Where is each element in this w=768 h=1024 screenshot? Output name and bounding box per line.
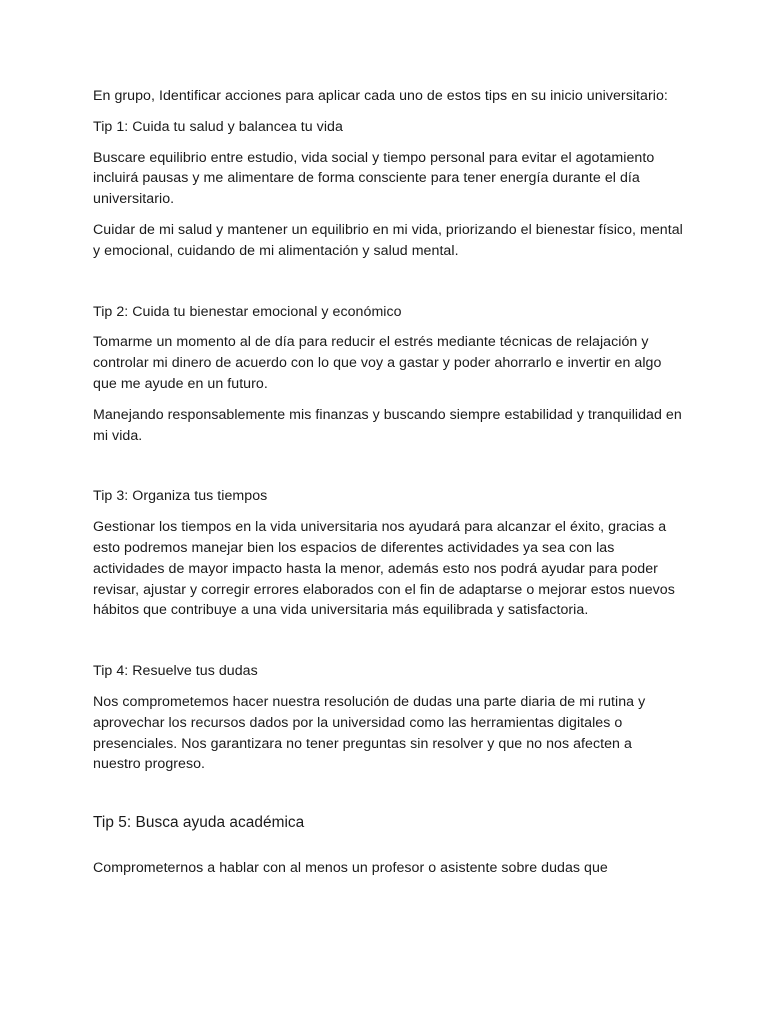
- intro-paragraph: En grupo, Identificar acciones para aplicar cada uno de estos tips en su inicio universitario:: [93, 88, 668, 104]
- tip-5-paragraph-1: Comprometernos a hablar con al menos un profesor o asistente sobre dudas que: [93, 859, 608, 876]
- tip-3-heading: Tip 3: Organiza tus tiempos: [93, 488, 268, 505]
- section-spacer: [93, 631, 683, 661]
- tip-1-heading: Tip 1: Cuida tu salud y balancea tu vida: [93, 118, 343, 135]
- tip-4-heading: Tip 4: Resuelve tus dudas: [93, 663, 258, 680]
- tip-5-heading: Tip 5: Busca ayuda académica: [93, 814, 305, 832]
- tip-2-heading: Tip 2: Cuida tu bienestar emocional y económico: [93, 303, 402, 320]
- tip-2-paragraph-2: Manejando responsablemente mis finanzas y buscando siempre estabilidad y tranquilidad en mi vida.: [93, 406, 682, 444]
- tip-1-paragraph-1: Buscare equilibrio entre estudio, vida social y tiempo personal para evitar el agotamiento incluirá pausas y me alimentare de forma consciente para tener energía durante el día universitario.: [93, 149, 655, 208]
- section-spacer: [93, 785, 683, 813]
- section-spacer: [93, 272, 683, 302]
- document-body: [93, 86, 683, 889]
- tip-4-paragraph-1: Nos comprometemos hacer nuestra resolución de dudas una parte diaria de mi rutina y aprovechar los recursos dados por la universidad como las herramientas digitales o presenciales. Nos garantizara no tener preguntas sin resolver y que no nos afecten a nuestro progreso.: [93, 693, 646, 773]
- tip-1-paragraph-2: Cuidar de mi salud y mantener un equilibrio en mi vida, priorizando el bienestar físico, mental y emocional, cuidando de mi alimentación y salud mental.: [93, 221, 683, 259]
- tip-2-paragraph-1: Tomarme un momento al de día para reducir el estrés mediante técnicas de relajación y controlar mi dinero de acuerdo con lo que voy a gastar y poder ahorrarlo e invertir en algo que me ayude en un futuro.: [93, 334, 662, 392]
- section-spacer: [93, 456, 683, 486]
- tip-3-paragraph-1: Gestionar los tiempos en la vida universitaria nos ayudará para alcanzar el éxito, gracias a esto podremos manejar bien los espacios de diferentes actividades ya sea con las actividades de mayor impacto hasta la menor, además esto nos podrá ayudar para poder revisar, ajustar y corregir errores elaborados con el fin de adaptarse o mejorar estos nuevos hábitos que contribuye a una vida universitaria más equilibrada y satisfactoria.: [93, 519, 675, 619]
